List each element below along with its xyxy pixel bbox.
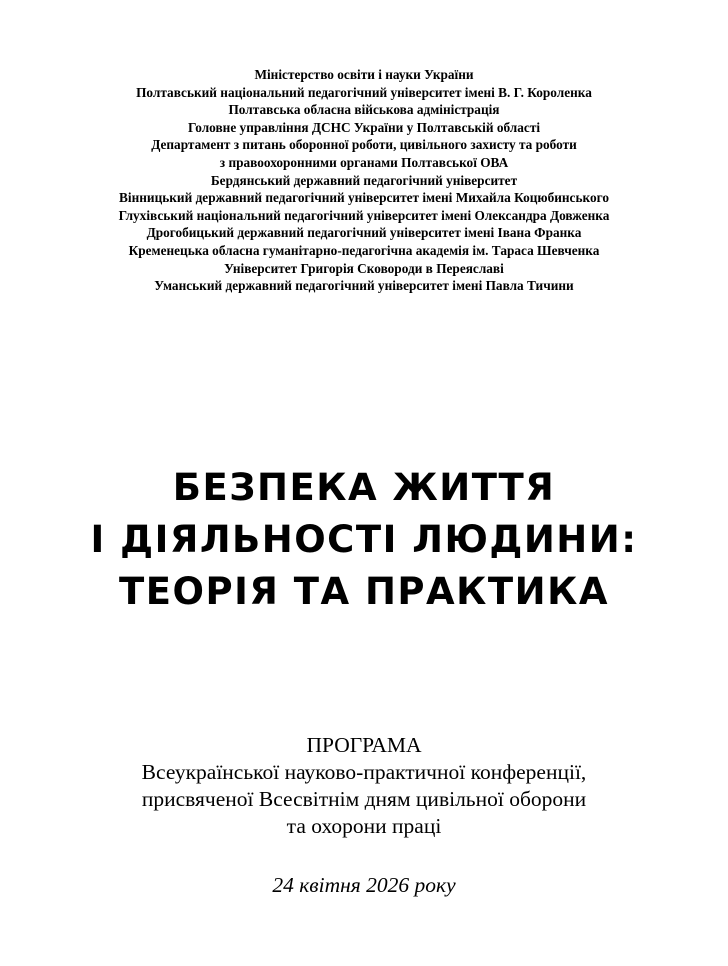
program-description-line: Всеукраїнської науково-практичної конференції, <box>141 760 587 784</box>
organizer-line: Полтавська обласна військова адміністрація <box>228 102 500 118</box>
organizer-line: Департамент з питань оборонної роботи, цивільного захисту та роботи <box>151 137 577 153</box>
organizer-line: Уманський державний педагогічний університет імені Павла Тичини <box>154 278 574 294</box>
organizer-line: з правоохоронними органами Полтавської ОВА <box>219 154 509 170</box>
program-description-line: присвяченої Всесвітнім дням цивільної оборони <box>141 787 587 811</box>
organizer-line: Бердянський державний педагогічний університет <box>210 172 518 188</box>
organizer-line: Глухівський національний педагогічний університет імені Олександра Довженка <box>118 207 610 223</box>
organizer-line: Університет Григорія Сковороди в Переяславі <box>224 260 504 276</box>
program-description-line: та охорони праці <box>286 814 442 838</box>
conference-date: 24 квітня 2026 року <box>272 873 456 897</box>
organizer-line: Головне управління ДСНС України у Полтавській області <box>187 119 541 135</box>
title-line: І ДІЯЛЬНОСТІ ЛЮДИНИ: <box>90 518 638 561</box>
program-block <box>0 732 728 840</box>
organizer-line: Вінницький державний педагогічний університет імені Михайла Коцюбинського <box>119 190 609 206</box>
organizer-line: Міністерство освіти і науки України <box>254 67 474 82</box>
conference-title <box>0 462 728 618</box>
organizer-line: Дрогобицький державний педагогічний університет імені Івана Франка <box>146 225 582 241</box>
organizer-line: Полтавський національний педагогічний університет імені В. Г. Короленка <box>136 84 592 100</box>
organizers-list <box>0 66 728 295</box>
title-line: ТЕОРІЯ ТА ПРАКТИКА <box>118 570 610 613</box>
title-line: БЕЗПЕКА ЖИТТЯ <box>172 466 556 509</box>
program-heading: ПРОГРАМА <box>306 733 422 757</box>
organizer-line: Кременецька обласна гуманітарно-педагогічна академія ім. Тараса Шевченка <box>128 242 600 258</box>
